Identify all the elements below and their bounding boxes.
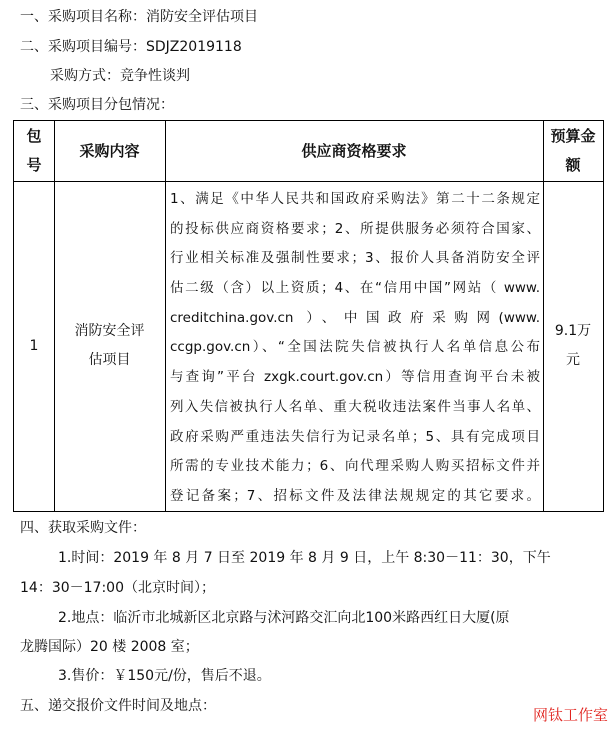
header-package-number: 包 号 [26, 127, 42, 174]
procurement-method: 采购方式：竞争性谈判 [50, 68, 190, 84]
place-line-2: 龙腾国际）20 楼 2008 室； [20, 639, 199, 655]
row-package-number: 1 [29, 337, 39, 354]
section-5-title: 五、递交报价文件时间及地点： [20, 698, 216, 714]
header-budget: 预算金 额 [550, 127, 596, 174]
row-requirements: 1、满足《中华人民共和国政府采购法》第二十二条规定 的投标供应商资格要求；2、所提供服务必须符合国家、 行业相关标准及强制性要求；3、报价人具备消防安全评 估二级（含）以上资质；4、在“信用中国”网站（ www. creditchina.gov.cn ）、中国政府采购网(www. ccgp.gov.cn）、“全国法院失信被执行人名单信息公布 与查询”平台 zxgk.court.gov.cn）等信用查询平台未被 列入失信被执行人名单、重大税收违法案件当事人名单、 政府采购严重违法失信行为记录名单；5、具有完成项目 所需的专业技术能力；6、向代理采购人购买招标文件并 登记备案；7、招标文件及法律法规规定的其它要求。 [170, 191, 540, 504]
time-line-1: 1.时间：2019 年 8 月 7 日至 2019 年 8 月 9 日，上午 8:30－11：30，下午 [58, 550, 551, 566]
row-budget: 9.1万 元 [554, 323, 592, 368]
header-requirements: 供应商资格要求 [301, 141, 407, 160]
row-content: 消防安全评 估项目 [74, 323, 145, 368]
package-table [13, 120, 604, 512]
section-3-title: 三、采购项目分包情况： [20, 97, 174, 113]
section-2-project-number: 二、采购项目编号：SDJZ2019118 [20, 39, 242, 55]
header-content: 采购内容 [79, 141, 140, 160]
section-1-project-name: 一、采购项目名称：消防安全评估项目 [20, 9, 258, 25]
time-line-2: 14：30－17:00（北京时间）； [20, 580, 215, 596]
section-4-title: 四、获取采购文件： [20, 520, 146, 536]
watermark: 网钛工作室 [532, 706, 608, 724]
place-line-1: 2.地点：临沂市北城新区北京路与沭河路交汇向北100米路西红日大厦(原 [58, 610, 510, 626]
price-line: 3.售价：￥150元/份，售后不退。 [58, 668, 271, 684]
